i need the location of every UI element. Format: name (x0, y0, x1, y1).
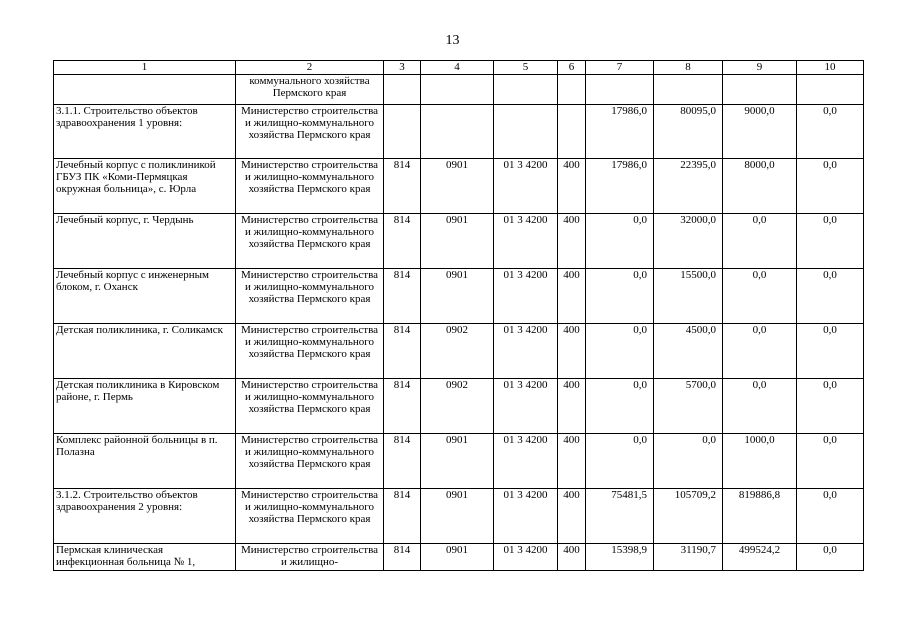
object-name-cell: 3.1.1. Строительство объектов здравоохранения 1 уровня: (54, 105, 236, 159)
section-code-cell: 0901 (421, 434, 494, 489)
table-row (54, 379, 864, 434)
amount-col8-cell: 4500,0 (654, 324, 723, 379)
target-code-cell: 01 3 4200 (494, 269, 558, 324)
amount-col10-cell: 0,0 (797, 489, 864, 544)
column-header-5: 5 (494, 61, 558, 75)
object-name-cell (54, 75, 236, 105)
target-code-cell (494, 105, 558, 159)
amount-col7-cell: 75481,5 (586, 489, 654, 544)
section-code-cell: 0901 (421, 214, 494, 269)
agency-code-cell: 814 (384, 379, 421, 434)
amount-col10-cell: 0,0 (797, 434, 864, 489)
agency-cell: Министерство строительства и жилищно-коммунального хозяйства Пермского края (236, 379, 384, 434)
amount-col7-cell: 0,0 (586, 214, 654, 269)
agency-cell: Министерство строительства и жилищно-коммунального хозяйства Пермского края (236, 159, 384, 214)
amount-col8-cell: 105709,2 (654, 489, 723, 544)
agency-cell: коммунального хозяйства Пермского края (236, 75, 384, 105)
expense-type-cell: 400 (558, 489, 586, 544)
target-code-cell: 01 3 4200 (494, 489, 558, 544)
section-code-cell: 0901 (421, 159, 494, 214)
column-header-1: 1 (54, 61, 236, 75)
amount-col10-cell: 0,0 (797, 269, 864, 324)
amount-col7-cell (586, 75, 654, 105)
expense-type-cell: 400 (558, 379, 586, 434)
section-code-cell: 0901 (421, 544, 494, 571)
object-name-cell: Детская поликлиника, г. Соликамск (54, 324, 236, 379)
object-name-cell: Лечебный корпус с инженерным блоком, г. Оханск (54, 269, 236, 324)
table-row (54, 324, 864, 379)
amount-col10-cell: 0,0 (797, 105, 864, 159)
amount-col9-cell: 1000,0 (723, 434, 797, 489)
amount-col10-cell: 0,0 (797, 544, 864, 571)
expense-type-cell: 400 (558, 269, 586, 324)
table-row (54, 214, 864, 269)
object-name-cell: 3.1.2. Строительство объектов здравоохранения 2 уровня: (54, 489, 236, 544)
amount-col9-cell: 8000,0 (723, 159, 797, 214)
amount-col10-cell: 0,0 (797, 324, 864, 379)
budget-table (53, 60, 864, 571)
object-name-cell: Лечебный корпус, г. Чердынь (54, 214, 236, 269)
column-header-8: 8 (654, 61, 723, 75)
amount-col9-cell: 499524,2 (723, 544, 797, 571)
amount-col7-cell: 0,0 (586, 324, 654, 379)
column-header-4: 4 (421, 61, 494, 75)
object-name-cell: Комплекс районной больницы в п. Полазна (54, 434, 236, 489)
column-header-10: 10 (797, 61, 864, 75)
amount-col7-cell: 0,0 (586, 379, 654, 434)
agency-cell: Министерство строительства и жилищно-коммунального хозяйства Пермского края (236, 269, 384, 324)
amount-col9-cell: 9000,0 (723, 105, 797, 159)
page-number: 13 (445, 33, 460, 48)
column-header-7: 7 (586, 61, 654, 75)
agency-code-cell: 814 (384, 324, 421, 379)
object-name-cell: Детская поликлиника в Кировском районе, г. Пермь (54, 379, 236, 434)
column-header-3: 3 (384, 61, 421, 75)
agency-code-cell: 814 (384, 489, 421, 544)
expense-type-cell: 400 (558, 159, 586, 214)
amount-col8-cell: 5700,0 (654, 379, 723, 434)
amount-col9-cell: 0,0 (723, 269, 797, 324)
agency-code-cell: 814 (384, 544, 421, 571)
amount-col7-cell: 17986,0 (586, 105, 654, 159)
object-name-cell: Лечебный корпус с поликлиникой ГБУЗ ПК «Коми-Пермяцкая окружная больница», с. Юрла (54, 159, 236, 214)
agency-code-cell (384, 105, 421, 159)
agency-code-cell: 814 (384, 214, 421, 269)
expense-type-cell: 400 (558, 544, 586, 571)
agency-cell: Министерство строительства и жилищно-коммунального хозяйства Пермского края (236, 434, 384, 489)
section-code-cell: 0901 (421, 489, 494, 544)
amount-col10-cell (797, 75, 864, 105)
target-code-cell (494, 75, 558, 105)
section-code-cell: 0902 (421, 324, 494, 379)
target-code-cell: 01 3 4200 (494, 214, 558, 269)
amount-col7-cell: 17986,0 (586, 159, 654, 214)
amount-col9-cell: 0,0 (723, 379, 797, 434)
amount-col7-cell: 15398,9 (586, 544, 654, 571)
expense-type-cell: 400 (558, 324, 586, 379)
agency-code-cell: 814 (384, 434, 421, 489)
table-row (54, 544, 864, 571)
amount-col9-cell: 819886,8 (723, 489, 797, 544)
amount-col10-cell: 0,0 (797, 379, 864, 434)
agency-cell: Министерство строительства и жилищно-коммунального хозяйства Пермского края (236, 214, 384, 269)
expense-type-cell: 400 (558, 434, 586, 489)
agency-code-cell: 814 (384, 159, 421, 214)
target-code-cell: 01 3 4200 (494, 434, 558, 489)
expense-type-cell (558, 105, 586, 159)
section-code-cell: 0901 (421, 269, 494, 324)
amount-col10-cell: 0,0 (797, 214, 864, 269)
target-code-cell: 01 3 4200 (494, 324, 558, 379)
amount-col8-cell: 80095,0 (654, 105, 723, 159)
amount-col8-cell: 32000,0 (654, 214, 723, 269)
table-row (54, 105, 864, 159)
column-header-6: 6 (558, 61, 586, 75)
amount-col7-cell: 0,0 (586, 269, 654, 324)
amount-col9-cell (723, 75, 797, 105)
target-code-cell: 01 3 4200 (494, 159, 558, 214)
agency-code-cell: 814 (384, 269, 421, 324)
table-row (54, 489, 864, 544)
target-code-cell: 01 3 4200 (494, 379, 558, 434)
target-code-cell: 01 3 4200 (494, 544, 558, 571)
expense-type-cell (558, 75, 586, 105)
amount-col8-cell: 0,0 (654, 434, 723, 489)
section-code-cell: 0902 (421, 379, 494, 434)
amount-col8-cell: 15500,0 (654, 269, 723, 324)
table-row (54, 75, 864, 105)
column-header-2: 2 (236, 61, 384, 75)
amount-col10-cell: 0,0 (797, 159, 864, 214)
expense-type-cell: 400 (558, 214, 586, 269)
header-row (54, 61, 864, 75)
table-row (54, 269, 864, 324)
agency-cell: Министерство строительства и жилищно-коммунального хозяйства Пермского края (236, 105, 384, 159)
agency-cell: Министерство строительства и жилищно-коммунального хозяйства Пермского края (236, 324, 384, 379)
amount-col8-cell: 22395,0 (654, 159, 723, 214)
amount-col8-cell (654, 75, 723, 105)
amount-col9-cell: 0,0 (723, 214, 797, 269)
section-code-cell (421, 105, 494, 159)
agency-code-cell (384, 75, 421, 105)
amount-col8-cell: 31190,7 (654, 544, 723, 571)
agency-cell: Министерство строительства и жилищно- (236, 544, 384, 571)
amount-col7-cell: 0,0 (586, 434, 654, 489)
column-header-9: 9 (723, 61, 797, 75)
object-name-cell: Пермская клиническая инфекционная больница № 1, (54, 544, 236, 571)
table-row (54, 434, 864, 489)
section-code-cell (421, 75, 494, 105)
amount-col9-cell: 0,0 (723, 324, 797, 379)
table-row (54, 159, 864, 214)
agency-cell: Министерство строительства и жилищно-коммунального хозяйства Пермского края (236, 489, 384, 544)
